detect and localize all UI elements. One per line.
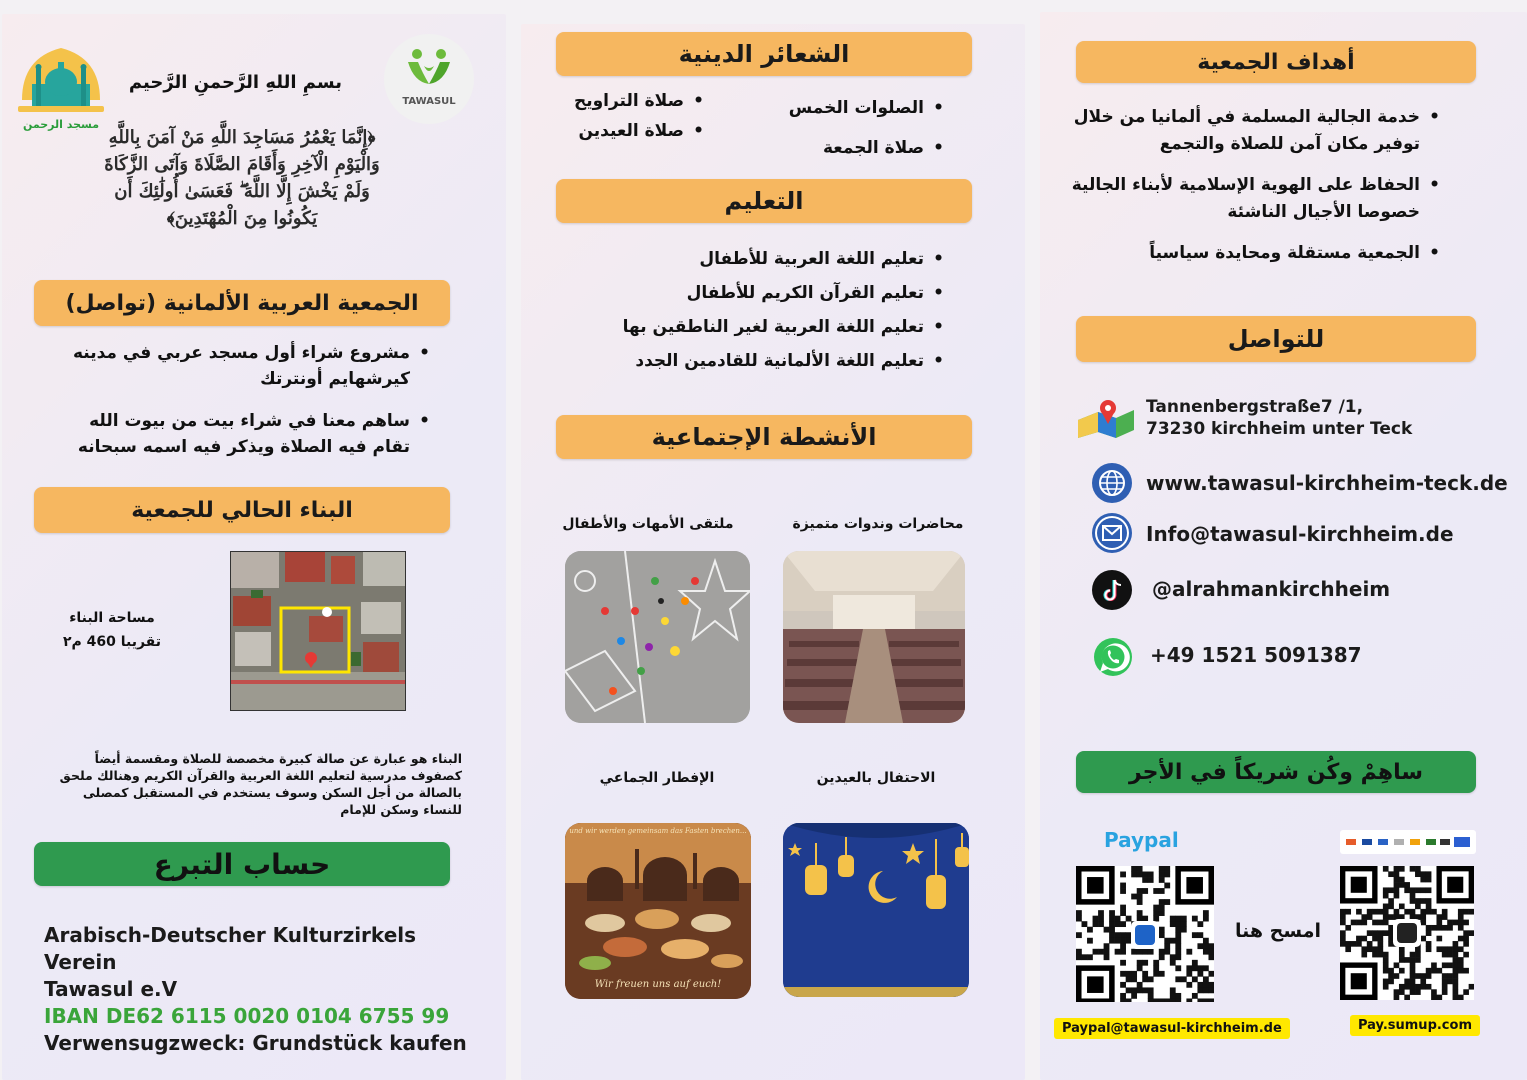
tawasul-logo [384,34,474,124]
rites-list-right [770,88,946,168]
eid-lanterns-image [783,823,969,997]
phone-number[interactable]: +49 1521 5091387 [1150,643,1362,667]
tawasul-logo-text: TAWASUL [402,96,456,107]
activity-caption: الإفطار الجماعي [599,770,715,786]
education-item: • تعليم اللغة العربية لغير الناطقين بها [600,310,946,344]
sumup-url[interactable]: Pay.sumup.com [1350,1015,1480,1036]
iban: IBAN DE62 6115 0020 0104 6755 99 [44,1004,450,1028]
building-aerial-map [230,551,406,711]
goals-list [1062,104,1442,267]
payment-purpose: Verwensugzweck: Grundstück kaufen [44,1031,467,1055]
website-link[interactable]: www.tawasul-kirchheim-teck.de [1146,471,1508,495]
address-line-1: Tannenbergstraße7 /1, [1146,397,1364,417]
education-list [600,242,946,378]
goal-item: • الحفاظ على الهوية الإسلامية لأبناء الجالية خصوصا الأجيال الناشئة [1062,172,1442,226]
email-link[interactable]: Info@tawasul-kirchheim.de [1146,522,1454,546]
email-icon [1092,513,1132,553]
goal-item: • الجمعية مستقلة ومحايدة سياسياً [1062,240,1442,267]
goal-item: • خدمة الجالية المسلمة في ألمانيا من خلال توفير مكان آمن للصلاة والتجمع [1062,104,1442,158]
contact-title: للتواصل [1076,316,1476,362]
mosque-logo-text: مسجد الرحمن [22,118,100,131]
lecture-hall-photo [783,551,965,723]
tiktok-handle[interactable]: @alrahmankirchheim [1152,577,1391,601]
mothers-children-image [565,551,750,723]
bank-account-name: Arabisch-Deutscher Kulturzirkels Verein [44,923,417,974]
tiktok-icon [1092,570,1132,610]
tawasul-people-icon [384,34,474,94]
address-line-2: 73230 kirchheim unter Teck [1146,419,1413,439]
iftar-photo [565,823,751,999]
activity-caption: الاحتفال بالعيدين [816,770,936,786]
rite-item: • صلاة العيدين [560,116,706,146]
globe-icon [1092,463,1132,503]
rite-item: • صلاة التراويح [560,86,706,116]
paypal-label: Paypal [1104,828,1179,852]
association-bullet: • ساهم معنا في شراء بيت من بيوت الله تقام فيه الصلاة ويذكر فيه اسمه سبحانه [70,408,432,460]
activity-caption: ملتقى الأمهات والأطفال [562,516,734,532]
paypal-qr-code[interactable] [1076,866,1214,1002]
goals-title: أهداف الجمعية [1076,41,1476,83]
area-value: تقريبا 460 م٢ [62,634,162,650]
association-bullets [70,340,432,460]
card-logos-icon [1340,830,1476,854]
mothers-children-photo [565,551,750,723]
mosque-logo [14,40,108,136]
whatsapp-icon [1092,636,1134,678]
social-activities-title: الأنشطة الإجتماعية [556,415,972,459]
map-pin-icon [1076,398,1136,438]
lecture-hall-image [783,551,965,723]
area-label: مساحة البناء [69,610,155,626]
donation-account-title: حساب التبرع [34,842,450,886]
aerial-image [231,552,405,710]
scan-here-label: امسح هنا [1235,920,1321,942]
payment-methods-strip [1340,830,1476,854]
education-item: • تعليم اللغة الألمانية للقادمين الجدد [600,344,946,378]
quran-verse: ﴿إِنَّمَا يَعْمُرُ مَسَاجِدَ اللَّهِ مَنْ آمَنَ بِاللَّهِ وَالْيَوْمِ الْآخِرِ وَأَقَامَ الصَّلَاةَ وَآتَى الزَّكَاةَ وَلَمْ يَخْشَ إِلَّا اللَّهَ ۖ فَعَسَىٰ أُولَٰئِكَ أَن يَكُونُوا مِنَ الْمُهْتَدِينَ﴾ [104,127,380,229]
eid-celebration-photo [783,823,969,997]
education-item: • تعليم القرآن الكريم للأطفال [600,276,946,310]
paypal-email[interactable]: Paypal@tawasul-kirchheim.de [1054,1018,1290,1039]
association-bullet: • مشروع شراء أول مسجد عربي في مدينه كيرشهايم أونترتك [70,340,432,392]
education-item: • تعليم اللغة العربية للأطفال [600,242,946,276]
religious-rites-title: الشعائر الدينية [556,32,972,76]
iftar-bottom-text: Wir freuen uns auf euch! [594,979,722,990]
iftar-feast-image [565,823,751,999]
iftar-top-text: und wir werden gemeinsam das Fasten brechen... [569,827,747,835]
education-title: التعليم [556,179,972,223]
basmala: بسمِ اللهِ الرَّحمنِ الرَّحيم [128,72,342,93]
rites-list-left [560,86,706,146]
building-description: البناء هو عبارة عن صالة كبيرة مخصصة للصلاة ومقسمة أيضاً كصفوف مدرسية لتعليم اللغة العربية والقرآن الكريم وهنالك ملحق بالصالة من أجل السكن وسوف يستخدم في المستقبل كمصلى للنساء وسكن للإمام [59,751,462,817]
rite-item: • الصلوات الخمس [770,88,946,128]
bank-account-name-2: Tawasul e.V [44,977,178,1001]
building-title: البناء الحالي للجمعية [34,487,450,533]
association-title: الجمعية العربية الألمانية (تواصل) [34,280,450,326]
sumup-qr-code[interactable] [1340,866,1474,1000]
activity-caption: محاضرات وندوات متميزة [792,516,964,532]
rite-item: • صلاة الجمعة [770,128,946,168]
bank-details [44,922,484,1057]
mosque-icon [14,40,108,120]
donate-banner: ساهِمْ وكُن شريكاً في الأجر [1076,751,1476,793]
